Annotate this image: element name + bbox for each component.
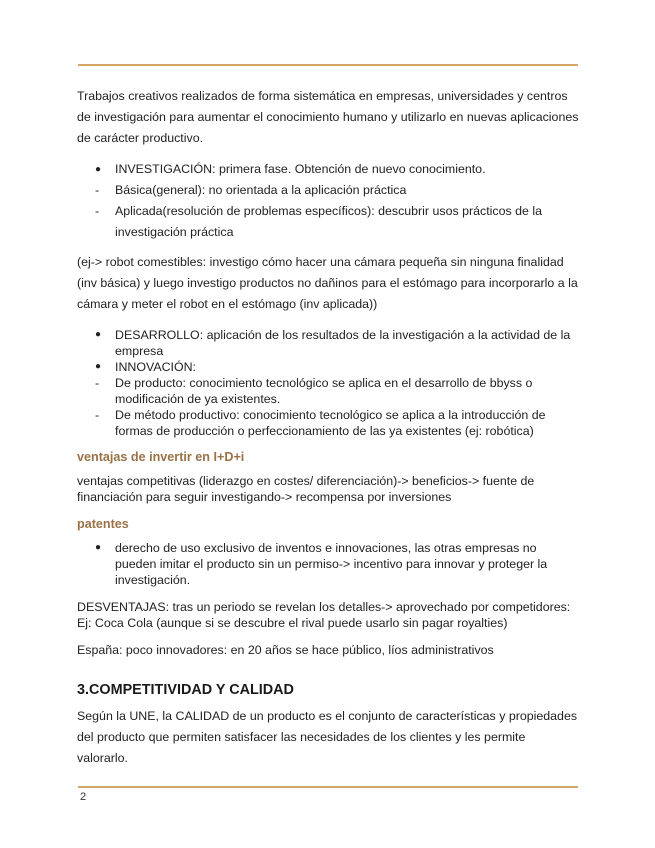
- dash-icon: -: [95, 376, 100, 390]
- dash-icon: -: [95, 408, 100, 422]
- example-paragraph: (ej-> robot comestibles: investigo cómo hacer una cámara pequeña sin ninguna finalidad (inv básica) y luego investigo productos no dañinos para el estómago para incorporarlo a la cámara y meter el robot en el estómago (inv aplicada)): [77, 255, 578, 311]
- ventajas-paragraph: ventajas competitivas (liderazgo en costes/ diferenciación)-> beneficios-> fuente de financiación para seguir investigando-> recompensa por inversiones: [77, 474, 535, 504]
- ventajas-heading: ventajas de invertir en I+D+i: [77, 450, 245, 464]
- list-item: - Básica(general): no orientada a la aplicación práctica: [77, 180, 579, 201]
- list-item: - De producto: conocimiento tecnológico se aplica en el desarrollo de bbyss o modificación de ya existentes.: [95, 376, 533, 406]
- page-number: 2: [80, 791, 87, 803]
- development-list: [77, 327, 579, 439]
- desventajas-paragraph: DESVENTAJAS: tras un periodo se revelan los detalles-> aprovechado por competidores: Ej: Coca Cola (aunque si se descubre el rival puede usarlo sin pagar royalties): [77, 600, 571, 630]
- dash-icon: -: [95, 183, 100, 197]
- list-item: ● derecho de uso exclusivo de inventos e innovaciones, las otras empresas no pueden imitar el producto sin un permiso-> incentivo para innovar y proteger la investigación.: [95, 541, 548, 587]
- bullet-icon: ●: [95, 164, 102, 175]
- list-item: - Aplicada(resolución de problemas específicos): descubrir usos prácticos de la investigación práctica: [77, 201, 579, 243]
- bullet-icon: ●: [95, 361, 102, 372]
- dash-icon: -: [95, 204, 100, 218]
- bullet-icon: ●: [95, 329, 102, 340]
- list-item: ● INVESTIGACIÓN: primera fase. Obtención de nuevo conocimiento.: [77, 159, 579, 180]
- list-item: - De método productivo: conocimiento tecnológico se aplica a la introducción de formas de producción o perfeccionamiento de las ya existentes (ej: robótica): [95, 408, 546, 438]
- list-item: ● DESARROLLO: aplicación de los resultados de la investigación a la actividad de la empresa: [95, 328, 571, 358]
- patentes-list: [77, 540, 579, 588]
- une-paragraph: Según la UNE, la CALIDAD de un producto es el conjunto de características y propiedades del producto que permiten satisfacer las necesidades de los clientes y les permite valorarlo.: [77, 709, 578, 765]
- list-item: ● INNOVACIÓN:: [95, 360, 197, 374]
- bullet-icon: ●: [95, 542, 102, 553]
- patentes-heading: patentes: [77, 517, 129, 531]
- footer-rule: [78, 786, 578, 788]
- research-list: [77, 159, 579, 243]
- section-title: 3.COMPETITIVIDAD Y CALIDAD: [77, 682, 294, 698]
- intro-paragraph: Trabajos creativos realizados de forma sistemática en empresas, universidades y centros de investigación para aumentar el conocimiento humano y utilizarlo en nuevas aplicaciones de carácter productivo.: [77, 89, 579, 145]
- espana-paragraph: España: poco innovadores: en 20 años se hace público, líos administrativos: [77, 643, 494, 657]
- header-rule: [78, 64, 578, 66]
- page-body: [77, 86, 579, 769]
